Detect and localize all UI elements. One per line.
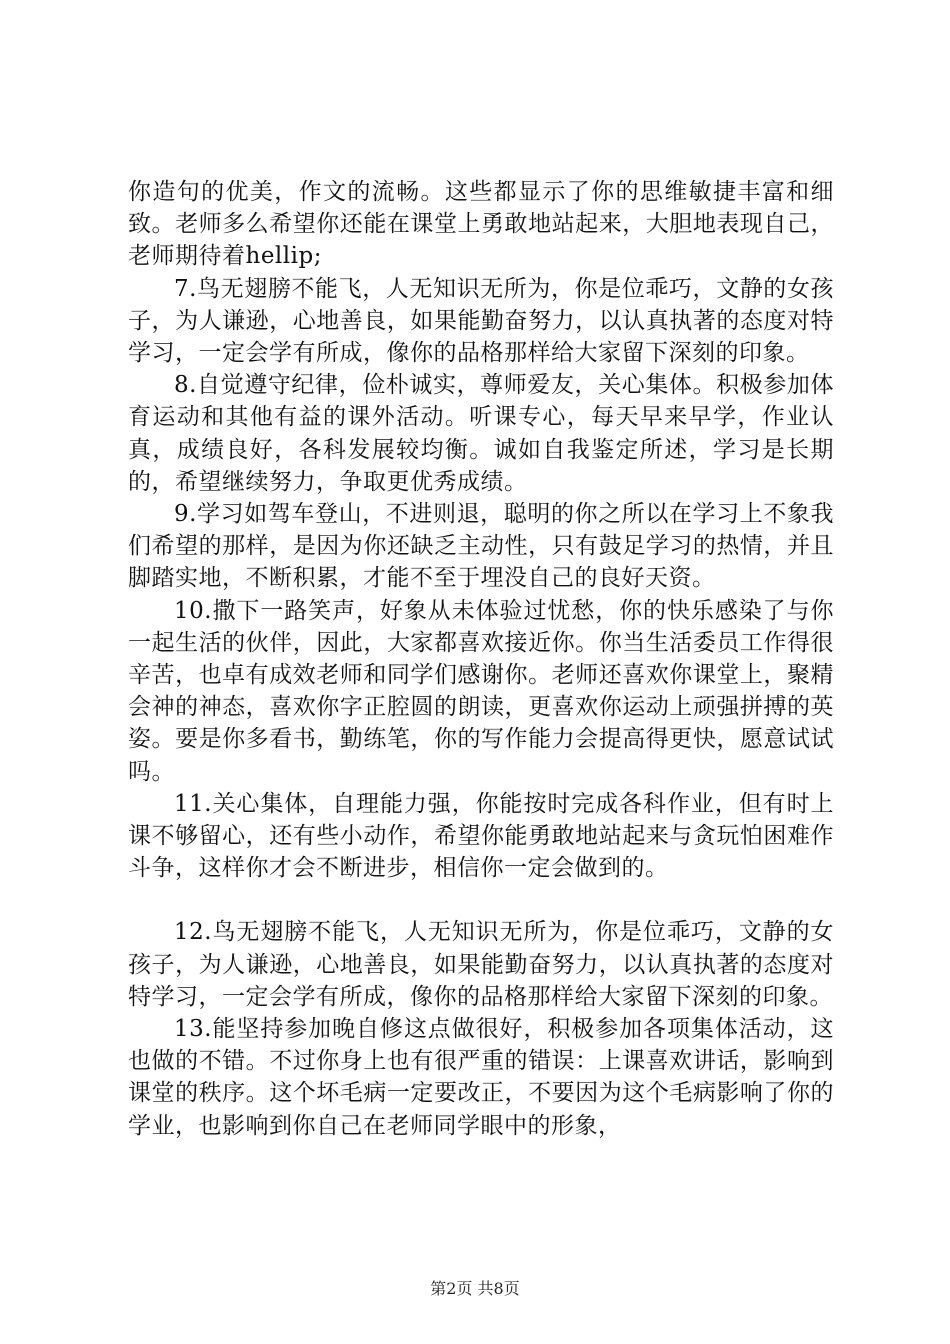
document-body [128,176,834,1142]
paragraph-item-10: 10.撒下一路笑声，好象从未体验过忧愁，你的快乐感染了与你一起生活的伙伴，因此，大家都喜欢接近你。你当生活委员工作得很辛苦，也卓有成效老师和同学们感谢你。老师还喜欢你课堂上，聚精会神的神态，喜欢你字正腔圆的朗读，更喜欢你运动上顽强拼搏的英姿。要是你多看书，勤练笔，你的写作能力会提高得更快，愿意试试吗。 [128,597,834,785]
paragraph-item-11: 11.关心集体，自理能力强，你能按时完成各科作业，但有时上课不够留心，还有些小动作，希望你能勇敢地站起来与贪玩怕困难作斗争，这样你才会不断进步，相信你一定会做到的。 [128,790,834,882]
paragraph-item-8: 8.自觉遵守纪律，俭朴诚实，尊师爱友，关心集体。积极参加体育运动和其他有益的课外活动。听课专心，每天早来早学，作业认真，成绩良好，各科发展较均衡。诚如自我鉴定所述，学习是长期的，希望继续努力，争取更优秀成绩。 [128,372,834,495]
paragraph-item-7: 7.鸟无翅膀不能飞，人无知识无所为，你是位乖巧，文静的女孩子，为人谦逊，心地善良，如果能勤奋努力，以认真执著的态度对特学习，一定会学有所成，像你的品格那样给大家留下深刻的印象。 [128,275,834,367]
page-number-footer: 第2页 共8页 [430,1279,520,1298]
paragraph-continued: 你造句的优美，作文的流畅。这些都显示了你的思维敏捷丰富和细致。老师多么希望你还能在课堂上勇敢地站起来，大胆地表现自己，老师期待着hellip; [128,179,834,270]
paragraph-item-9: 9.学习如驾车登山，不进则退，聪明的你之所以在学习上不象我们希望的那样，是因为你还缺乏主动性，只有鼓足学习的热情，并且脚踏实地，不断积累，才能不至于埋没自己的良好天资。 [128,501,834,592]
paragraph-item-13: 13.能坚持参加晚自修这点做很好，积极参加各项集体活动，这也做的不错。不过你身上也有很严重的错误：上课喜欢讲话，影响到课堂的秩序。这个坏毛病一定要改正，不要因为这个毛病影响了你的学业，也影响到你自己在老师同学眼中的形象， [128,1016,834,1139]
paragraph-item-12: 12.鸟无翅膀不能飞，人无知识无所为，你是位乖巧，文静的女孩子，为人谦逊，心地善良，如果能勤奋努力，以认真执著的态度对特学习，一定会学有所成，像你的品格那样给大家留下深刻的印象。 [128,919,834,1010]
